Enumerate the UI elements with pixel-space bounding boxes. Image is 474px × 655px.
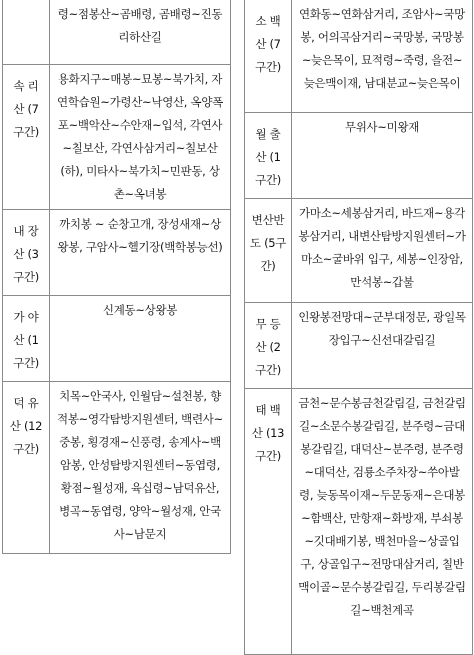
table-row (3, 381, 231, 553)
table-row (245, 388, 473, 654)
left-trail-table (2, 0, 231, 554)
table-row (3, 295, 231, 381)
mountain-name: 무 등 산 (2 구간) (245, 302, 292, 388)
mountain-name: 덕 유 산 (12구간) (3, 381, 50, 553)
table-row (245, 302, 473, 388)
mountain-name: 태 백 산 (13구간) (245, 388, 292, 654)
table-row (245, 0, 473, 112)
trail-routes: 령~점봉산~곰배령, 곰배령~진동리하산길 (50, 0, 231, 64)
table-row (245, 198, 473, 302)
trail-routes: 치목~안국사, 인월담~설천봉, 향적봉~영각탐방지원센터, 백련사~중봉, 횡경재~신풍령, 송계사~백암봉, 안성탐방지원센터~동엽령, 황점~월성재, 육십령~남덕유산, 병곡~동엽령, 양악~월성재, 안국사~남문지 (50, 381, 231, 553)
mountain-name: 가 야 산 (1 구간) (3, 295, 50, 381)
trail-routes: 까치봉 ~ 순창고개, 장성새재~상왕봉, 구암사~헬기장(백학봉능선) (50, 209, 231, 295)
trail-routes: 무위사~미왕재 (292, 112, 473, 198)
mountain-name: 내 장 산 (3 구간) (3, 209, 50, 295)
table-row (245, 112, 473, 198)
trail-routes: 신계동~상왕봉 (50, 295, 231, 381)
table-row (3, 209, 231, 295)
trail-routes: 용화지구~매봉~묘봉~북가치, 자연학습원~가령산~낙영산, 옥양폭포~백악산~수안재~입석, 각연사~칠보산, 각연사삼거리~칠보산(하), 미타사~북가치~민판동, 상촌~옥녀봉 (50, 64, 231, 209)
table-row (3, 0, 231, 64)
table-row (3, 64, 231, 209)
trail-routes: 인왕봉전망대~군부대정문, 광일목장입구~신선대갈림길 (292, 302, 473, 388)
trail-routes: 금천~문수봉금천갈림길, 금천갈림길~소문수봉갈림길, 분주령~금대봉갈림길, 대덕산~분주령, 분주령~대덕산, 검룡소주차장~쑤아발령, 늦동목이재~두문동재~은대봉~함백산, 만항재~화방재, 부쇠봉~깃대배기봉, 백천마을~상골입구, 상골입구~전망대삼거리, 칠반맥이골~문수봉갈림길, 두리봉갈림길~백천계곡 (292, 388, 473, 654)
mountain-name: 월 출 산 (1 구간) (245, 112, 292, 198)
mountain-name: 소 백 산 (7 구간) (245, 0, 292, 112)
trail-routes: 가마소~세봉삼거리, 바드재~용각봉삼거리, 내변산탐방지원센터~가마소~굴바위 입구, 세봉~인장암, 만석봉~갑불 (292, 198, 473, 302)
mountain-name: 속 리 산 (7 구간) (3, 64, 50, 209)
right-trail-table (244, 0, 473, 655)
trail-routes: 연화동~연화삼거리, 조암사~국망봉, 어의곡삼거리~국망봉, 국망봉~늦은목이, 묘적령~죽령, 을전~늦은맥이재, 남대분교~늦은목이 (292, 0, 473, 112)
mountain-name (3, 0, 50, 64)
mountain-name: 변산반도 (5구간) (245, 198, 292, 302)
